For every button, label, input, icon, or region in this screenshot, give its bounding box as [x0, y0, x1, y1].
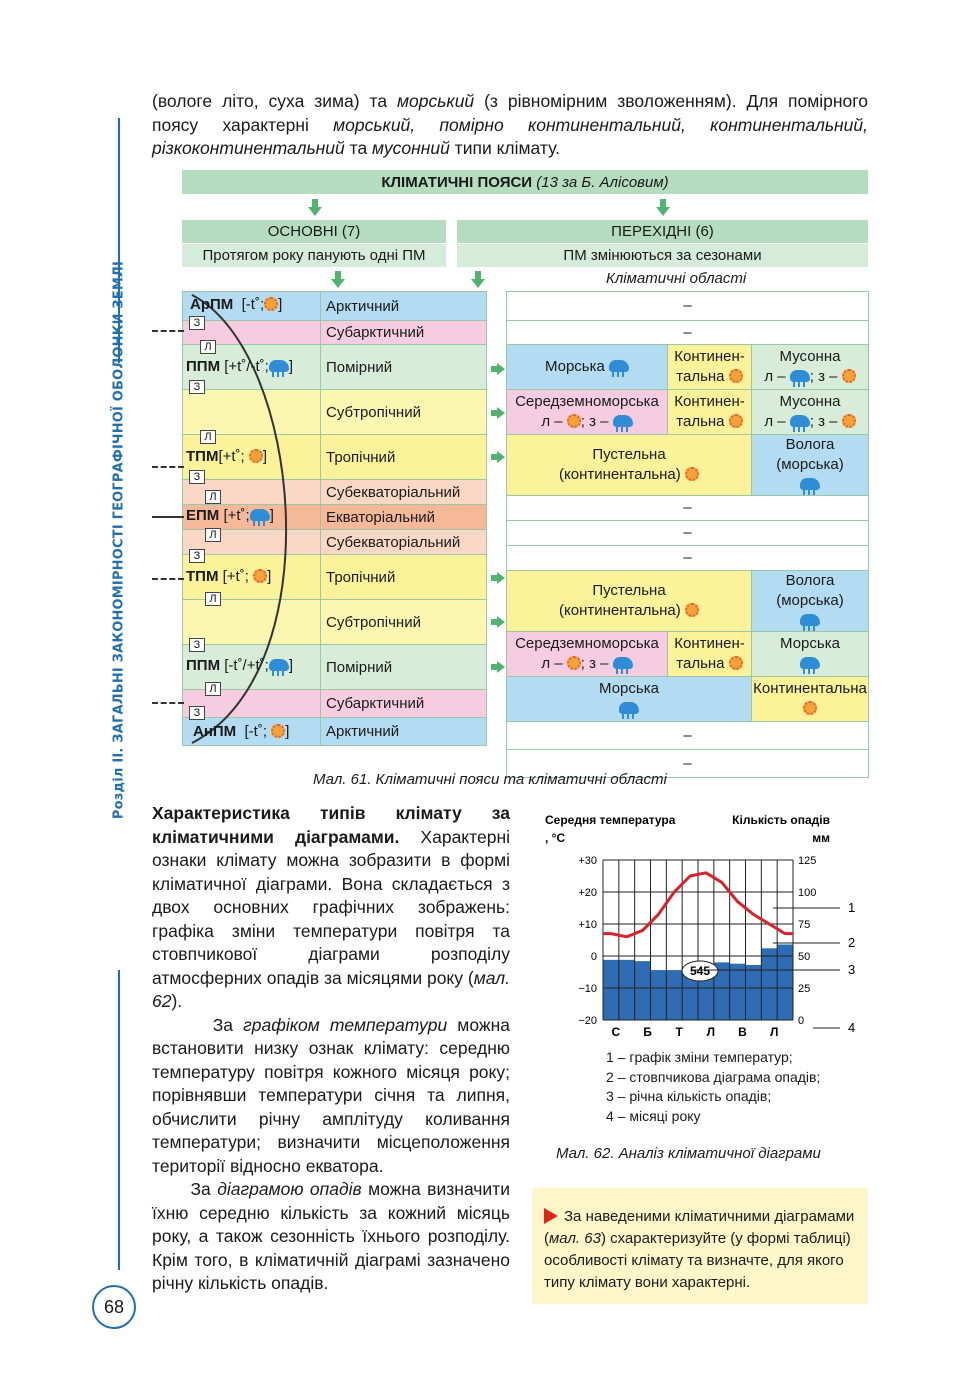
left-tick-label: +20: [578, 887, 597, 899]
sun-icon: [842, 414, 856, 428]
area-text: л –: [541, 413, 563, 430]
diagram-text: [152, 802, 510, 1296]
pm-temp: [+t˚;: [223, 507, 250, 524]
sun-icon: [264, 297, 278, 311]
month-label: Л: [769, 1025, 779, 1039]
figure-62-caption: Мал. 62. Аналіз кліматичної діаграми: [556, 1145, 821, 1162]
intro-text: та: [344, 138, 373, 158]
pm-close: ]: [267, 568, 272, 585]
intro-italic: мусонний: [372, 138, 450, 158]
area-text: л –: [764, 368, 786, 385]
area-continental: [668, 345, 752, 390]
climate-areas-table: [506, 291, 869, 778]
summer-tag: Л: [205, 528, 221, 542]
pm-label: [186, 448, 267, 465]
area-text: Пустельна: [592, 582, 666, 599]
left-tick-label: +30: [578, 855, 597, 867]
area-desert: [507, 571, 752, 632]
belt-name: Тропічний: [321, 435, 487, 480]
side-section-title: [108, 120, 130, 960]
trans-belts-desc-text: ПМ змінюються за сезонами: [563, 247, 762, 264]
rain-cloud-icon: [250, 509, 270, 521]
pm-temp: [-t˚;: [241, 296, 265, 313]
pm-label: [186, 507, 274, 524]
area-text: з –: [589, 655, 609, 672]
arrow-down-icon: [331, 279, 345, 288]
legend-item: 2 – стовпчикова діаграма опадів;: [606, 1068, 821, 1085]
pm-label: [193, 723, 289, 740]
climate-diagram: [540, 810, 870, 1050]
right-axis-title: Кількість опадів: [732, 813, 830, 827]
text: можна встановити низку ознак клімату: середню температуру повітря кожного місяця року; порівнявши температури січня та липня, обчислити річну амплітуду коливання температури; визначити місцеположення території відносно екватора.: [152, 1014, 510, 1176]
pm-abbr: ЕПМ: [186, 507, 220, 524]
sun-icon: [803, 701, 817, 715]
arrow-right-icon: [497, 363, 505, 375]
area-empty: –: [507, 321, 869, 345]
italic-term: діаграмою опадів: [217, 1179, 362, 1199]
figure-61-caption: Мал. 61. Кліматичні пояси та кліматичні області: [313, 771, 667, 788]
area-empty: –: [507, 496, 869, 521]
pm-label: [190, 296, 282, 313]
belt-name: Екваторіальний: [321, 505, 487, 530]
area-text: Мусонна: [779, 348, 841, 365]
area-empty: –: [507, 750, 869, 778]
right-tick-label: 100: [798, 887, 817, 899]
area-text: Континен-: [674, 348, 745, 365]
callout-number: 4: [848, 1020, 856, 1035]
pm-close: ]: [288, 657, 293, 674]
italic-term: графіком температури: [243, 1014, 448, 1035]
arrow-right-icon: [497, 451, 505, 463]
winter-tag: З: [189, 549, 205, 563]
belt-name: Арктичний: [321, 718, 487, 746]
area-text: ; з –: [580, 413, 609, 430]
summer-tag: Л: [200, 340, 216, 354]
summer-tag: Л: [205, 592, 221, 606]
legend-item: 1 – графік зміни температур;: [606, 1049, 793, 1065]
task-text: ) схарактеризуйте (у формі таблиці) особливості клімату та визначте, для якого типу клімату вони характерні.: [544, 1230, 851, 1291]
area-text: Волога (морська): [776, 572, 844, 609]
left-tick-label: −20: [578, 1015, 597, 1027]
pm-close: ]: [278, 296, 283, 313]
area-mediterranean: Середземноморська л – ; з –: [507, 632, 668, 677]
pm-temp: [+t˚/-t˚;: [224, 358, 269, 375]
area-text: (континентальна): [559, 466, 681, 483]
rain-cloud-icon: [790, 415, 810, 427]
pm-abbr: АнПМ: [193, 723, 237, 740]
callout-number: 1: [848, 900, 856, 915]
area-text: Континен-: [674, 635, 745, 652]
arrow-right-icon: [497, 407, 505, 419]
belt-name: Тропічний: [321, 555, 487, 600]
figure-ref: мал. 62: [152, 967, 510, 1011]
rain-cloud-icon: [613, 657, 633, 669]
pm-close: ]: [262, 448, 268, 465]
belt-name: Арктичний: [321, 292, 487, 321]
winter-tag: З: [189, 470, 205, 484]
text: За: [190, 1179, 218, 1199]
area-monsoon: [752, 390, 869, 435]
precip-bar: [603, 960, 619, 1020]
areas-label: Кліматичні області: [606, 270, 747, 287]
arrow-down-icon: [656, 207, 670, 216]
area-text: тальна: [676, 368, 725, 385]
area-humid: [752, 435, 869, 496]
trans-belts-label: [457, 220, 868, 243]
task-text: За наведеними кліматичними діаграмами (: [544, 1208, 855, 1247]
arrow-down-icon: [471, 279, 485, 288]
pm-close: ]: [285, 723, 290, 740]
area-text: Середземноморська: [515, 393, 659, 410]
pm-temp: [+t˚;: [222, 568, 249, 585]
area-text: Волога (морська): [776, 436, 844, 473]
area-monsoon: [752, 345, 869, 390]
pm-temp: [-t˚/+t˚;: [224, 657, 269, 674]
area-empty: –: [507, 546, 869, 571]
scheme-title-bold: КЛІМАТИЧНІ ПОЯСИ: [381, 173, 533, 191]
area-text: тальна: [676, 413, 725, 430]
area-continental: [668, 390, 752, 435]
intro-paragraph: [152, 90, 868, 161]
arrow-right-icon: [497, 572, 505, 584]
side-title-text: Розділ II. ЗАГАЛЬНІ ЗАКОНОМІРНОСТІ ГЕОГРАФІЧНОЇ ОБОЛОНКИ ЗЕМЛІ: [111, 260, 127, 820]
left-tick-label: +10: [578, 919, 597, 931]
month-label: Т: [675, 1025, 683, 1039]
area-text: Морська: [780, 635, 840, 652]
area-mediterranean: [507, 390, 668, 435]
month-label: Б: [643, 1025, 652, 1039]
legend-item: 4 – місяці року: [606, 1107, 701, 1124]
area-marine: [507, 345, 668, 390]
belt-name: Субарктичний: [321, 321, 487, 345]
callout-number: 3: [848, 962, 856, 977]
rain-cloud-icon: [609, 360, 629, 372]
belt-name: Субтропічний: [321, 390, 487, 435]
summer-tag: Л: [205, 682, 221, 696]
intro-text: (з рівномірним зволоженням). Для помірного поясу характерні: [152, 91, 868, 135]
summer-tag: Л: [200, 430, 216, 444]
precip-bar: [730, 964, 746, 1020]
main-belts-desc: [182, 244, 446, 267]
belt-name: Субтропічний: [321, 600, 487, 645]
pm-abbr: ППМ: [186, 657, 221, 674]
winter-tag: З: [189, 706, 205, 720]
left-axis-title: , °С: [545, 831, 566, 845]
pm-label: [186, 657, 293, 674]
area-text: Середземноморська: [515, 635, 659, 652]
right-tick-label: 0: [798, 1015, 805, 1027]
sun-icon: [729, 369, 743, 383]
left-axis-title: Середня температура: [545, 813, 676, 827]
main-belts-label: [182, 220, 446, 243]
area-empty: –: [507, 292, 869, 321]
front-line-polar-south: [152, 578, 184, 580]
pm-temp: [+t˚;: [218, 448, 245, 465]
area-empty: –: [507, 722, 869, 750]
winter-tag: З: [189, 380, 205, 394]
text: ).: [171, 991, 183, 1011]
legend-item: 3 – річна кількість опадів;: [606, 1088, 772, 1104]
belt-name: Субекваторіальний: [321, 480, 487, 505]
area-text: Морська: [544, 358, 605, 375]
rain-cloud-icon: [269, 360, 289, 372]
equator-line: [152, 516, 184, 518]
pm-abbr: ППМ: [186, 358, 221, 375]
text: За: [212, 1014, 244, 1035]
pm-abbr: ТПМ: [186, 568, 219, 585]
right-tick-label: 50: [798, 951, 811, 963]
pm-abbr: ТПМ: [186, 448, 219, 465]
winter-tag: З: [189, 638, 205, 652]
intro-italic: морський: [397, 91, 475, 111]
rain-cloud-icon: [790, 370, 810, 382]
page-number: 68: [92, 1285, 136, 1329]
right-tick-label: 125: [798, 855, 817, 867]
annual-total-value: 545: [689, 964, 711, 978]
area-text: (континентальна): [559, 602, 681, 619]
arrow-right-icon: [497, 661, 505, 673]
arrow-right-icon: [497, 616, 505, 628]
trans-belts-desc: [457, 244, 868, 267]
area-empty: –: [507, 521, 869, 546]
area-text: тальна: [676, 655, 725, 672]
area-text: л –: [541, 655, 563, 672]
belt-name: Субекваторіальний: [321, 530, 487, 555]
pm-abbr: АрПМ: [190, 296, 234, 313]
rain-cloud-icon: [269, 659, 289, 671]
area-text: л –: [764, 413, 786, 430]
intro-text: типи клімату.: [449, 138, 560, 158]
right-axis-title: мм: [812, 831, 830, 845]
right-tick-label: 75: [798, 919, 811, 931]
precip-bar: [635, 961, 651, 1020]
trans-belts-label-text: ПЕРЕХІДНІ (6): [611, 223, 714, 240]
pm-label: [186, 358, 293, 375]
text: можна визначити їхню середню кількість за кожний місяць року, а також сезонність їхнього розподілу. Крім того, в кліматичній діаграмі зазначено річну кількість опадів.: [152, 1179, 510, 1293]
area-marine: [507, 677, 752, 722]
pm-temp: [-t˚;: [244, 723, 268, 740]
area-text: Мусонна: [779, 393, 841, 410]
precip-bar: [619, 960, 635, 1020]
belt-name: Субарктичний: [321, 690, 487, 718]
area-desert: [507, 435, 752, 496]
main-belts-desc-text: Протягом року панують одні ПМ: [202, 247, 426, 264]
pm-close: ]: [288, 358, 293, 375]
main-belts-label-text: ОСНОВНІ (7): [267, 223, 361, 240]
sun-icon: [842, 369, 856, 383]
precip-bar: [746, 965, 762, 1020]
left-tick-label: −10: [578, 983, 597, 995]
area-text: ; з –: [809, 413, 838, 430]
section-heading: Характеристика типів клімату за кліматичними діаграмами.: [152, 803, 510, 847]
sun-icon: [271, 724, 285, 738]
sun-icon: [249, 449, 263, 463]
right-tick-label: 25: [798, 983, 811, 995]
task-marker-icon: [544, 1208, 558, 1224]
area-text: Пустельна: [592, 446, 666, 463]
front-line-arctic-north: [152, 330, 184, 332]
left-tick-label: 0: [590, 951, 597, 963]
arrow-down-icon: [308, 207, 322, 216]
diagram-legend: [606, 1048, 820, 1126]
intro-text: (вологе літо, суха зима) та: [152, 91, 398, 111]
month-label: Л: [706, 1025, 716, 1039]
area-continental: [752, 677, 869, 722]
rain-cloud-icon: [619, 702, 639, 714]
task-box: [532, 1188, 868, 1304]
month-label: С: [611, 1025, 621, 1039]
sun-icon: [567, 414, 581, 428]
sun-icon: [567, 656, 581, 670]
sun-icon: [685, 603, 699, 617]
sun-icon: [685, 467, 699, 481]
rain-cloud-icon: [613, 415, 633, 427]
winter-tag: З: [189, 316, 205, 330]
summer-tag: Л: [205, 490, 221, 504]
area-text: Континентальна: [753, 680, 867, 697]
callout-number: 2: [848, 935, 856, 950]
sun-icon: [729, 414, 743, 428]
pm-close: ]: [269, 507, 274, 524]
scheme-title-note: (13 за Б. Алісовим): [536, 173, 669, 191]
precip-bar: [651, 970, 667, 1020]
rain-cloud-icon: [800, 657, 820, 669]
area-text: ; з –: [809, 368, 838, 385]
belt-name: Помірний: [321, 345, 487, 390]
sun-icon: [729, 656, 743, 670]
rain-cloud-icon: [800, 614, 820, 626]
precip-bar: [666, 970, 682, 1020]
text: Характерні ознаки клімату можна зобразити в формі кліматичної діаграми. Вона складається з двох основних графічних зображень: графіка зміни температури повітря та стовпчикової діаграми розподілу атмосферних опадів за місяцями року (: [152, 826, 510, 988]
area-text: Морська: [599, 680, 659, 697]
intro-italic: морський, помірно континентальний, континентальний, різкоконтинентальний: [152, 114, 868, 158]
month-label: В: [738, 1025, 747, 1039]
area-continental: [668, 632, 752, 677]
belt-name: Помірний: [321, 645, 487, 690]
front-line-arctic-south: [152, 702, 184, 704]
precip-bar: [761, 948, 777, 1020]
figure-ref: мал. 63: [549, 1230, 601, 1247]
area-text: Континен-: [674, 393, 745, 410]
rain-cloud-icon: [800, 478, 820, 490]
area-humid: [752, 571, 869, 632]
scheme-title: [182, 170, 868, 194]
front-line-polar-north: [152, 466, 184, 468]
area-marine: [752, 632, 869, 677]
pm-label: [186, 568, 271, 585]
side-line-bottom: [118, 970, 120, 1270]
sun-icon: [253, 569, 267, 583]
